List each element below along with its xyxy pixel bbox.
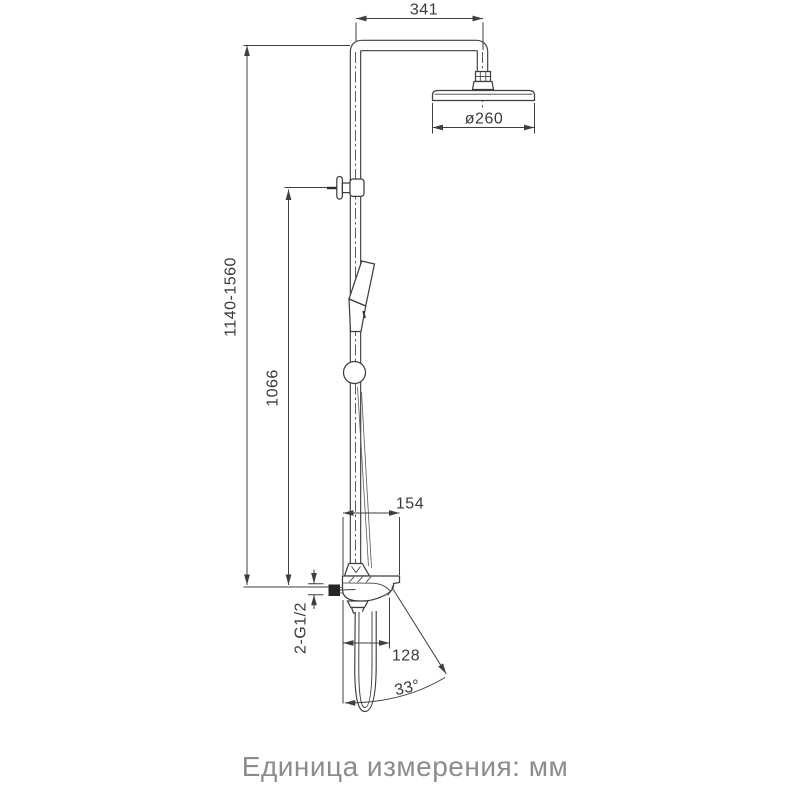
shower-hose-loop [355, 611, 376, 712]
bracket-body [350, 179, 364, 196]
ball-joint [344, 362, 366, 384]
dim-label-spout-reach: 128 [391, 647, 421, 665]
dim-label-thread: 2-G1/2 [292, 602, 310, 654]
dim-thread-size [293, 570, 324, 654]
dim-head-diameter [433, 103, 535, 134]
dim-label-height-range: 1140-1560 [222, 257, 240, 337]
connector-flare [473, 82, 494, 90]
inlet-leader-line [340, 590, 356, 591]
overhead-shower [433, 72, 535, 101]
dim-label-arm-width: 341 [409, 1, 439, 19]
slider-bracket [327, 177, 364, 200]
bracket-handle [337, 177, 343, 200]
bracket-nut [342, 183, 350, 193]
dim-label-head-diameter: ø260 [464, 110, 504, 128]
dim-column-height [265, 188, 328, 586]
units-caption: Единица измерения: мм [241, 751, 569, 782]
dim-label-column-height: 1066 [264, 369, 282, 407]
dim-label-spout-angle: 33° [393, 676, 422, 700]
outlet-cone [348, 601, 369, 613]
mixer-body [343, 576, 400, 601]
dim-height-range [223, 46, 351, 588]
dim-label-base-width: 154 [395, 495, 425, 513]
column-base-flare [345, 564, 370, 577]
shower-head-disc [433, 91, 535, 101]
